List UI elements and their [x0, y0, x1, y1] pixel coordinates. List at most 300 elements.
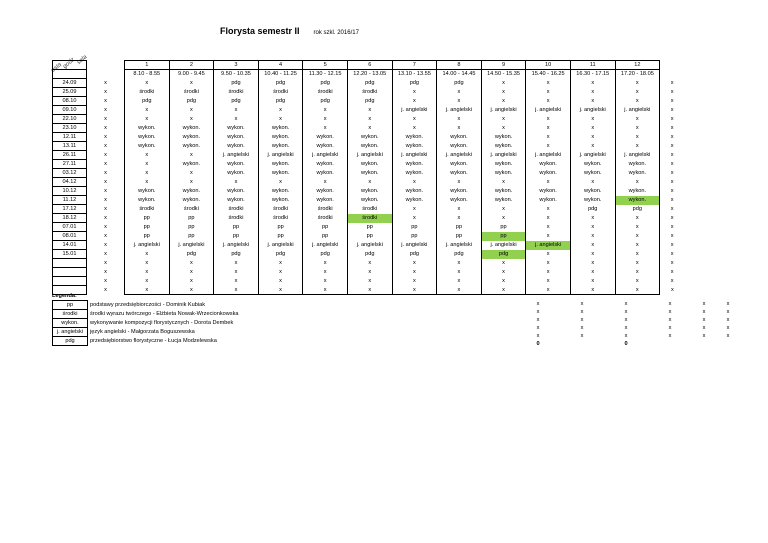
lesson-cell: środki [347, 205, 392, 214]
summary-row [516, 340, 740, 348]
lesson-cell: wykon. [125, 196, 170, 205]
summary-cell: x [536, 309, 540, 315]
lesson-cell: x [392, 97, 437, 106]
lesson-cell: x [392, 205, 437, 214]
lesson-cell: wykon. [615, 196, 660, 205]
extra-cell: x [670, 179, 674, 185]
lesson-cell: x [615, 142, 660, 151]
lesson-cell: x [125, 160, 170, 169]
lesson-cell: pp [169, 232, 214, 241]
lesson-cell: pdg [437, 79, 482, 88]
lesson-cell: pdg [258, 250, 303, 259]
lesson-cell: x [526, 79, 571, 88]
corner-sala-label: sala [76, 54, 89, 66]
lesson-cell: j. angielski [169, 241, 214, 250]
lesson-cell: wykon. [125, 133, 170, 142]
date-cell: 15.01 [53, 250, 87, 259]
lesson-cell: wykon. [258, 133, 303, 142]
lesson-cell: pdg [615, 205, 660, 214]
summary-cell: x [726, 301, 730, 307]
lesson-cell: pp [258, 232, 303, 241]
lesson-cell: x [526, 286, 571, 295]
lesson-cell: x [570, 250, 615, 259]
summary-cell: x [726, 317, 730, 323]
lesson-cell: j. angielski [481, 106, 526, 115]
lesson-cell: pdg [392, 79, 437, 88]
schedule-row [53, 79, 685, 88]
legend-description: przedsiębiorstwo florystyczne - Łucja Modzelewska [90, 338, 217, 344]
lesson-cell: x [392, 286, 437, 295]
legend-description: podstawy przedsiębiorczości - Dominik Kubiak [90, 302, 206, 308]
extra-cell: x [670, 233, 674, 239]
lesson-cell: x [615, 250, 660, 259]
date-cell: 14.01 [53, 241, 87, 250]
legend [52, 292, 242, 346]
lesson-cell: wykon. [347, 160, 392, 169]
legend-row [53, 337, 242, 346]
lesson-cell: środki [169, 88, 214, 97]
lesson-cell: j. angielski [258, 241, 303, 250]
schedule-row [53, 115, 685, 124]
lesson-cell: pp [392, 232, 437, 241]
lesson-cell: x [437, 97, 482, 106]
lesson-cell: x [214, 277, 259, 286]
lesson-cell: x [303, 286, 348, 295]
lesson-cell: x [125, 151, 170, 160]
date-cell: 11.12 [53, 196, 87, 205]
lesson-cell: wykon. [526, 187, 571, 196]
lesson-number: 4 [258, 61, 303, 70]
lesson-cell: x [169, 79, 214, 88]
lesson-cell: x [169, 259, 214, 268]
lesson-cell: x [481, 115, 526, 124]
day-cell: x [104, 98, 107, 104]
lesson-cell: wykon. [214, 124, 259, 133]
summary-cell: x [702, 325, 706, 331]
lesson-cell: x [347, 106, 392, 115]
lesson-cell: x [437, 115, 482, 124]
lesson-cell: x [437, 268, 482, 277]
schedule-row [53, 205, 685, 214]
date-cell: 17.12 [53, 205, 87, 214]
schedule-row [53, 151, 685, 160]
lesson-cell: wykon. [570, 196, 615, 205]
day-cell: x [104, 116, 107, 122]
schedule-row [53, 187, 685, 196]
lesson-cell: pdg [125, 97, 170, 106]
lesson-cell: pp [481, 232, 526, 241]
lesson-cell: j. angielski [615, 151, 660, 160]
lesson-cell: pdg [258, 79, 303, 88]
day-cell: x [104, 152, 107, 158]
lesson-cell: pp [303, 232, 348, 241]
header-corner-cell [53, 61, 87, 70]
lesson-cell: pp [347, 223, 392, 232]
header-corner-cell [53, 70, 87, 79]
schedule-table [52, 60, 685, 295]
lesson-cell: wykon. [615, 169, 660, 178]
lesson-cell: x [347, 259, 392, 268]
lesson-cell: wykon. [258, 196, 303, 205]
lesson-cell: wykon. [258, 187, 303, 196]
lesson-cell: pdg [347, 97, 392, 106]
day-cell: x [104, 233, 107, 239]
lesson-cell: x [570, 97, 615, 106]
lesson-cell: x [615, 232, 660, 241]
date-cell: 07.01 [53, 223, 87, 232]
day-cell: x [104, 134, 107, 140]
lesson-cell: wykon. [303, 196, 348, 205]
lesson-cell: x [481, 178, 526, 187]
legend-heading: Legenda: [52, 293, 77, 299]
summary-cell [560, 340, 604, 348]
lesson-cell: wykon. [169, 142, 214, 151]
school-year: rok szkl. 2016/17 [313, 30, 359, 36]
lesson-cell: środki [214, 88, 259, 97]
lesson-cell: j. angielski [526, 241, 571, 250]
lesson-cell: pdg [214, 97, 259, 106]
schedule-row [53, 97, 685, 106]
schedule-row [53, 178, 685, 187]
lesson-cell: x [347, 286, 392, 295]
date-cell: 10.12 [53, 187, 87, 196]
lesson-cell: x [169, 277, 214, 286]
lesson-cell: x [258, 277, 303, 286]
summary-cell [692, 340, 716, 348]
legend-row [53, 310, 242, 319]
lesson-cell: x [258, 268, 303, 277]
legend-abbr: wykon. [53, 319, 88, 328]
lesson-number: 10 [526, 61, 571, 70]
lesson-cell: x [392, 277, 437, 286]
schedule-row [53, 223, 685, 232]
lesson-cell: pp [481, 223, 526, 232]
lesson-cell: wykon. [214, 196, 259, 205]
date-cell: 18.12 [53, 214, 87, 223]
lesson-cell: wykon. [481, 169, 526, 178]
sheet-title [220, 26, 359, 36]
day-cell: x [104, 161, 107, 167]
date-cell: 22.10 [53, 115, 87, 124]
legend-abbr: j. angielski [53, 328, 88, 337]
schedule-row [53, 169, 685, 178]
lesson-cell: wykon. [214, 133, 259, 142]
lesson-cell: środki [214, 214, 259, 223]
lesson-cell: środki [169, 205, 214, 214]
summary-row [516, 324, 740, 332]
lesson-cell: x [615, 124, 660, 133]
lesson-cell: pp [437, 232, 482, 241]
extra-cell: x [670, 206, 674, 212]
lesson-cell: wykon. [258, 124, 303, 133]
day-cell: x [104, 215, 107, 221]
summary-cell: x [580, 317, 584, 323]
lesson-time: 12.20 - 13.05 [347, 70, 392, 79]
lesson-cell: x [437, 88, 482, 97]
date-cell [53, 268, 87, 277]
lesson-cell: pdg [214, 250, 259, 259]
lesson-time: 16.30 - 17.15 [570, 70, 615, 79]
extra-cell: x [670, 80, 674, 86]
lesson-cell: x [615, 268, 660, 277]
lesson-cell: x [481, 286, 526, 295]
lesson-cell: pp [169, 223, 214, 232]
lesson-cell: pp [214, 232, 259, 241]
lesson-cell: wykon. [437, 133, 482, 142]
lesson-cell: j. angielski [125, 241, 170, 250]
lesson-cell: x [437, 124, 482, 133]
legend-row [53, 328, 242, 337]
lesson-cell: x [570, 268, 615, 277]
lesson-cell: wykon. [214, 169, 259, 178]
lesson-cell: x [570, 178, 615, 187]
lesson-cell: wykon. [258, 160, 303, 169]
lesson-cell: x [303, 178, 348, 187]
lesson-cell: x [214, 178, 259, 187]
day-cell: x [104, 170, 107, 176]
date-cell: 03.12 [53, 169, 87, 178]
lesson-cell: x [615, 133, 660, 142]
lesson-cell: wykon. [481, 133, 526, 142]
lesson-cell: x [570, 223, 615, 232]
lesson-cell: j. angielski [392, 106, 437, 115]
extra-cell: x [670, 260, 674, 266]
lesson-cell: wykon. [303, 133, 348, 142]
lesson-cell: x [392, 88, 437, 97]
extra-cell: x [670, 143, 674, 149]
lesson-cell: x [615, 223, 660, 232]
schedule-row [53, 277, 685, 286]
lesson-cell: x [392, 268, 437, 277]
lesson-cell: x [615, 277, 660, 286]
lesson-cell: x [526, 124, 571, 133]
lesson-number: 6 [347, 61, 392, 70]
lesson-number: 2 [169, 61, 214, 70]
lesson-cell: pdg [392, 250, 437, 259]
schedule-row [53, 160, 685, 169]
date-cell: 24.09 [53, 79, 87, 88]
lesson-cell: x [526, 277, 571, 286]
lesson-cell: x [437, 277, 482, 286]
lesson-cell: środki [347, 214, 392, 223]
day-cell: x [104, 269, 107, 275]
lesson-cell: wykon. [481, 160, 526, 169]
summary-cell: x [668, 333, 672, 339]
lesson-number: 3 [214, 61, 259, 70]
date-cell: 09.10 [53, 106, 87, 115]
lesson-cell: x [214, 259, 259, 268]
lesson-number: 5 [303, 61, 348, 70]
day-cell: x [104, 242, 107, 248]
lesson-cell: środki [258, 214, 303, 223]
summary-cell: x [726, 325, 730, 331]
summary-cell: x [702, 309, 706, 315]
date-cell: 23.10 [53, 124, 87, 133]
lesson-cell: wykon. [347, 133, 392, 142]
lesson-cell: x [526, 259, 571, 268]
lesson-cell: x [570, 142, 615, 151]
lesson-cell: j. angielski [214, 151, 259, 160]
lesson-cell: j. angielski [437, 151, 482, 160]
extra-cell: x [670, 197, 674, 203]
lesson-cell: x [526, 268, 571, 277]
lesson-cell: x [570, 214, 615, 223]
lesson-cell: x [570, 259, 615, 268]
lesson-cell: wykon. [214, 187, 259, 196]
lesson-cell: j. angielski [570, 106, 615, 115]
legend-row [53, 319, 242, 328]
summary-row [516, 332, 740, 340]
lesson-cell: x [526, 88, 571, 97]
lesson-cell: j. angielski [347, 241, 392, 250]
day-cell: x [104, 224, 107, 230]
lesson-cell: wykon. [303, 169, 348, 178]
extra-cell: x [670, 251, 674, 257]
lesson-cell: x [347, 115, 392, 124]
lesson-cell: x [481, 97, 526, 106]
lesson-cell: x [125, 178, 170, 187]
header-day-cell [87, 70, 125, 79]
lesson-cell: wykon. [615, 187, 660, 196]
schedule-row [53, 259, 685, 268]
lesson-cell: x [214, 115, 259, 124]
lesson-cell: x [303, 124, 348, 133]
summary-cell: x [702, 317, 706, 323]
lesson-cell: x [169, 286, 214, 295]
lesson-cell: wykon. [526, 160, 571, 169]
lesson-cell: środki [258, 88, 303, 97]
lesson-cell: x [169, 151, 214, 160]
lesson-cell: x [526, 205, 571, 214]
lesson-time: 15.40 - 16.25 [526, 70, 571, 79]
lesson-time: 17.20 - 18.05 [615, 70, 660, 79]
lesson-cell: x [481, 268, 526, 277]
day-cell: x [104, 107, 107, 113]
lesson-cell: x [125, 286, 170, 295]
lesson-cell: wykon. [437, 196, 482, 205]
lesson-cell: wykon. [392, 169, 437, 178]
lesson-cell: j. angielski [392, 241, 437, 250]
lesson-cell: pdg [570, 205, 615, 214]
lesson-cell: pp [258, 223, 303, 232]
lesson-cell: x [303, 268, 348, 277]
day-cell: x [104, 143, 107, 149]
summary-cell: x [726, 333, 730, 339]
lesson-cell: x [303, 277, 348, 286]
lesson-cell: j. angielski [481, 241, 526, 250]
corner-data-label: data [50, 61, 63, 74]
lesson-time: 11.30 - 12.15 [303, 70, 348, 79]
header-extra-cell [660, 61, 685, 70]
lesson-cell: x [615, 79, 660, 88]
lesson-cell: wykon. [125, 124, 170, 133]
day-cell: x [104, 89, 107, 95]
lesson-cell: x [347, 178, 392, 187]
extra-cell: x [670, 98, 674, 104]
lesson-cell: środki [125, 205, 170, 214]
lesson-cell: wykon. [347, 187, 392, 196]
lesson-time: 14.00 - 14.45 [437, 70, 482, 79]
lesson-cell: pp [125, 232, 170, 241]
lesson-cell: wykon. [169, 187, 214, 196]
day-cell: x [104, 179, 107, 185]
lesson-cell: x [347, 277, 392, 286]
lesson-cell: wykon. [214, 142, 259, 151]
summary-cell: x [624, 317, 628, 323]
lesson-cell: x [526, 214, 571, 223]
lesson-cell: x [615, 178, 660, 187]
summary-cell: x [580, 309, 584, 315]
lesson-cell: środki [303, 88, 348, 97]
extra-cell: x [670, 242, 674, 248]
lesson-cell: wykon. [169, 160, 214, 169]
summary-cell: x [624, 333, 628, 339]
lesson-cell: wykon. [214, 160, 259, 169]
extra-cell: x [670, 116, 674, 122]
extra-cell: x [670, 134, 674, 140]
header-times-row [53, 70, 685, 79]
lesson-cell: środki [303, 214, 348, 223]
legend-abbr: pp [53, 301, 88, 310]
lesson-time: 13.10 - 13.55 [392, 70, 437, 79]
lesson-cell: x [570, 115, 615, 124]
lesson-cell: j. angielski [481, 151, 526, 160]
lesson-cell: środki [214, 205, 259, 214]
schedule-row [53, 250, 685, 259]
lesson-cell: wykon. [347, 142, 392, 151]
summary-row [516, 316, 740, 324]
date-cell: 08.01 [53, 232, 87, 241]
lesson-cell: x [526, 250, 571, 259]
extra-cell: x [670, 188, 674, 194]
schedule-row [53, 142, 685, 151]
lesson-cell: x [258, 259, 303, 268]
legend-abbr: pdg [53, 337, 88, 346]
legend-description: język angielski - Małgorzata Boguszewska [90, 329, 195, 335]
summary-cell: x [668, 317, 672, 323]
lesson-cell: wykon. [303, 187, 348, 196]
lesson-cell: x [526, 97, 571, 106]
lesson-cell: x [570, 88, 615, 97]
lesson-cell: x [169, 169, 214, 178]
lesson-cell: wykon. [526, 169, 571, 178]
header-day-cell [87, 61, 125, 70]
extra-cell: x [670, 170, 674, 176]
lesson-cell: wykon. [481, 187, 526, 196]
lesson-cell: x [125, 259, 170, 268]
summary-cell: x [726, 309, 730, 315]
lesson-cell: pp [392, 223, 437, 232]
lesson-cell: pp [347, 232, 392, 241]
extra-cell: x [670, 125, 674, 131]
lesson-cell: x [570, 124, 615, 133]
lesson-number: 11 [570, 61, 615, 70]
lesson-cell: x [481, 277, 526, 286]
lesson-cell: pdg [214, 79, 259, 88]
lesson-cell: wykon. [169, 196, 214, 205]
lesson-cell: x [437, 205, 482, 214]
legend-table [52, 300, 242, 346]
summary-cell: x [668, 301, 672, 307]
lesson-cell: x [125, 250, 170, 259]
summary-cell: x [702, 333, 706, 339]
lesson-cell: x [615, 259, 660, 268]
legend-row [53, 301, 242, 310]
lesson-cell: x [214, 268, 259, 277]
lesson-cell: pp [125, 214, 170, 223]
lesson-cell: x [125, 268, 170, 277]
lesson-cell: pdg [347, 250, 392, 259]
